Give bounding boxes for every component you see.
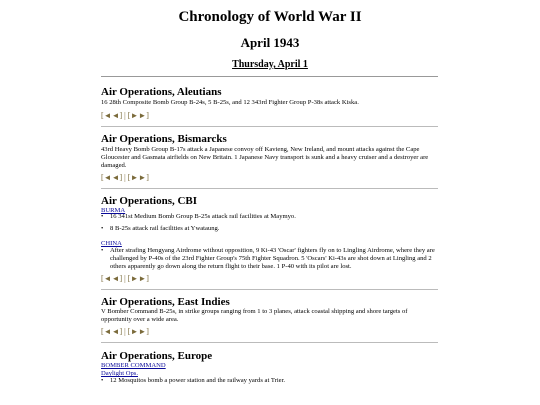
nav-separator: | — [124, 274, 126, 283]
section-title-east-indies: Air Operations, East Indies — [101, 296, 230, 308]
section-title-bismarcks: Air Operations, Bismarcks — [101, 133, 227, 145]
day-heading: Thursday, April 1 — [232, 59, 308, 70]
next-link[interactable]: [►►] — [127, 111, 149, 120]
subheading-daylight-ops[interactable]: Daylight Ops. — [101, 370, 138, 377]
section-nav — [101, 274, 149, 283]
section-nav — [101, 111, 149, 120]
list-item: • After strafing Hengyang Airdrome without opposition, 9 Ki-43 'Oscar' fighters fly on to Lingling Airdrome, where they are challenged by P-40s of the 23rd Fighter Group's 75th Fighter Squadron. 5 'Oscars' Ki-43s are shot down at Lingling and 2 others apparently go down along the return flight to their base. 1 P-40 with its pilot are lost. — [101, 247, 435, 270]
subheading-burma[interactable]: BURMA — [101, 207, 126, 214]
section-nav — [101, 327, 149, 336]
list-item: • 12 Mosquitos bomb a power station and the railway yards at Trier. — [101, 377, 286, 384]
prev-link[interactable]: [◄◄] — [101, 111, 123, 120]
section-divider — [101, 126, 438, 127]
subheading-bomber-command[interactable]: BOMBER COMMAND — [101, 362, 166, 369]
subheading-china[interactable]: CHINA — [101, 240, 122, 247]
nav-separator: | — [124, 327, 126, 336]
section-nav — [101, 173, 149, 182]
section-title-aleutians: Air Operations, Aleutians — [101, 86, 222, 98]
list-item: • 16 341st Medium Bomb Group B-25s attack rail facilities at Maymyo. — [101, 213, 296, 220]
section-text-aleutians: 16 28th Composite Bomb Group B-24s, 5 B-25s, and 12 343rd Fighter Group P-38s attack Kiska. — [101, 99, 359, 106]
nav-separator: | — [124, 173, 126, 182]
section-divider — [101, 289, 438, 290]
nav-separator: | — [124, 111, 126, 120]
section-divider — [101, 188, 438, 189]
page-title: Chronology of World War II — [178, 9, 362, 25]
next-link[interactable]: [►►] — [127, 327, 149, 336]
section-divider — [101, 342, 438, 343]
month-heading: April 1943 — [240, 35, 300, 50]
section-text-bismarcks: 43rd Heavy Bomb Group B-17s attack a Japanese convoy off Kavieng, New Ireland, and mount attacks against the Cape Gloucester and Gasmata airfields on New Britain. 1 Japanese Navy transport is sunk and a heavy cruiser and a destroyer are damaged. — [101, 146, 429, 169]
next-link[interactable]: [►►] — [127, 274, 149, 283]
prev-link[interactable]: [◄◄] — [101, 173, 123, 182]
section-title-europe: Air Operations, Europe — [101, 350, 213, 362]
section-text-east-indies: V Bomber Command B-25s, in strike groups ranging from 1 to 3 planes, attack coastal shipping and shore targets of opportunity over a wide area. — [101, 308, 408, 323]
prev-link[interactable]: [◄◄] — [101, 327, 123, 336]
list-item: • 8 B-25s attack rail facilities at Ywataung. — [101, 225, 220, 232]
prev-link[interactable]: [◄◄] — [101, 274, 123, 283]
section-title-cbi: Air Operations, CBI — [101, 195, 198, 207]
next-link[interactable]: [►►] — [127, 173, 149, 182]
divider — [101, 76, 438, 77]
